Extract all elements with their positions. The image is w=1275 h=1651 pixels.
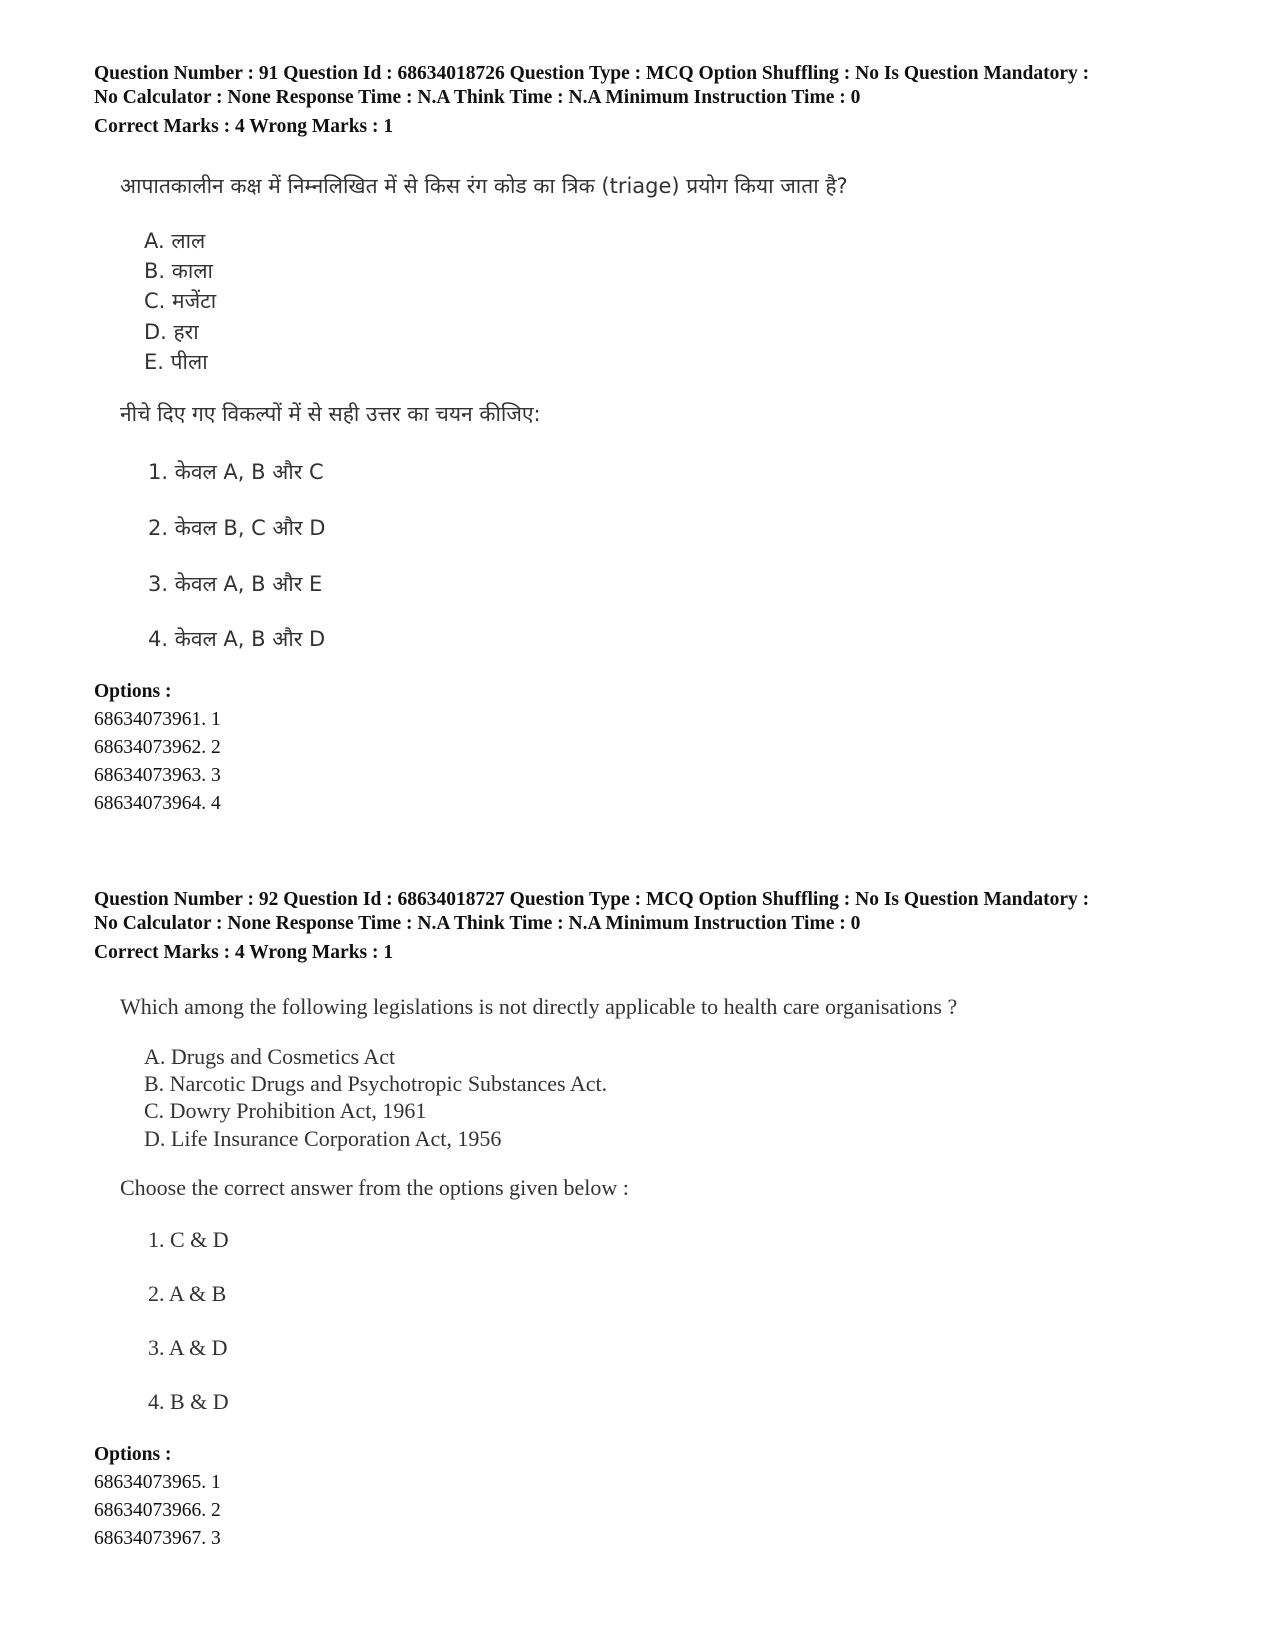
question-header-line2: No Calculator : None Response Time : N.A Think Time : N.A Minimum Instruction Time : 0: [94, 87, 861, 108]
statement-c: C. मजेंटा: [144, 289, 217, 313]
instruction-text: Choose the correct answer from the options given below :: [120, 1175, 629, 1200]
question-block-92: [94, 888, 1244, 1549]
option-line: 68634073963. 3: [94, 765, 221, 786]
question-header-line1: Question Number : 91 Question Id : 68634018726 Question Type : MCQ Option Shuffling : No Is Question Mandatory :: [94, 63, 1090, 84]
choice-2: 2. केवल B, C और D: [148, 516, 326, 540]
option-line: 68634073962. 2: [94, 737, 221, 758]
options-label: Options :: [94, 681, 172, 702]
option-line: 68634073966. 2: [94, 1500, 221, 1521]
option-line: 68634073961. 1: [94, 709, 221, 730]
choice-1: 1. केवल A, B और C: [148, 460, 324, 484]
statement-d: D. Life Insurance Corporation Act, 1956: [144, 1126, 502, 1151]
question-text: Which among the following legislations is not directly applicable to health care organisations ?: [120, 994, 958, 1019]
statement-a: A. Drugs and Cosmetics Act: [144, 1044, 396, 1069]
choice-3: 3. A & D: [148, 1335, 228, 1360]
choice-4: 4. केवल A, B और D: [148, 627, 326, 651]
question-header-line2: No Calculator : None Response Time : N.A Think Time : N.A Minimum Instruction Time : 0: [94, 913, 861, 934]
choice-4: 4. B & D: [148, 1389, 229, 1414]
choice-3: 3. केवल A, B और E: [148, 572, 323, 596]
statement-a: A. लाल: [144, 229, 206, 253]
statement-b: B. Narcotic Drugs and Psychotropic Substances Act.: [144, 1071, 608, 1096]
question-header-line1: Question Number : 92 Question Id : 68634018727 Question Type : MCQ Option Shuffling : No Is Question Mandatory :: [94, 889, 1090, 910]
question-block-91: [94, 62, 1244, 814]
statement-d: D. हरा: [144, 320, 199, 344]
statement-c: C. Dowry Prohibition Act, 1961: [144, 1098, 427, 1123]
option-line: 68634073964. 4: [94, 793, 221, 814]
question-marks: Correct Marks : 4 Wrong Marks : 1: [94, 116, 394, 137]
option-line: 68634073965. 1: [94, 1472, 221, 1493]
question-text: आपातकालीन कक्ष में निम्नलिखित में से किस रंग कोड का त्रिक (triage) प्रयोग किया जाता है?: [120, 174, 848, 198]
options-label: Options :: [94, 1444, 172, 1465]
choice-1: 1. C & D: [148, 1227, 229, 1252]
statement-b: B. काला: [144, 259, 214, 283]
instruction-text: नीचे दिए गए विकल्पों में से सही उत्तर का चयन कीजिए:: [120, 402, 541, 426]
option-line: 68634073967. 3: [94, 1528, 221, 1549]
choice-2: 2. A & B: [148, 1281, 227, 1306]
question-marks: Correct Marks : 4 Wrong Marks : 1: [94, 942, 394, 963]
statement-e: E. पीला: [144, 350, 208, 374]
